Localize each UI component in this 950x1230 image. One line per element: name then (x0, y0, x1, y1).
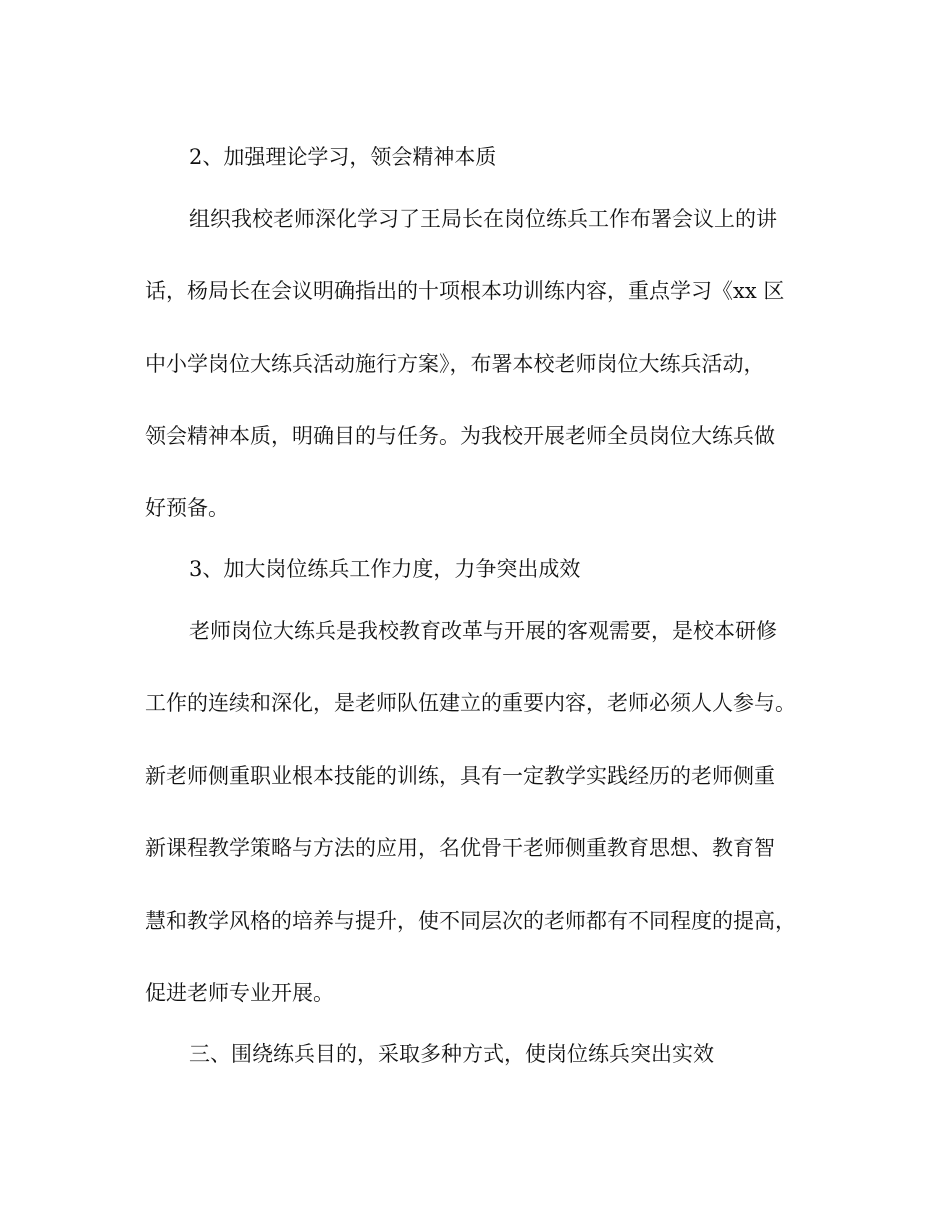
paragraph-line: 促进老师专业开展。 (145, 981, 334, 1005)
paragraph-line: 老师岗位大练兵是我校教育改革与开展的客观需要，是校本研修 (189, 619, 777, 643)
paragraph-line: 中小学岗位大练兵活动施行方案》，布署本校老师岗位大练兵活动， (145, 352, 765, 376)
paragraph-line: 好预备。 (145, 496, 229, 520)
paragraph-line: 慧和教学风格的培养与提升，使不同层次的老师都有不同程度的提高， (145, 909, 796, 933)
paragraph-line: 领会精神本质，明确目的与任务。为我校开展老师全员岗位大练兵做 (145, 424, 775, 448)
paragraph-line: 话，杨局长在会议明确指出的十项根本功训练内容，重点学习《xx 区 (145, 279, 785, 303)
section-heading-2: 2、加强理论学习，领会精神本质 (189, 145, 497, 169)
paragraph-line: 组织我校老师深化学习了王局长在岗位练兵工作布署会议上的讲 (189, 207, 777, 231)
paragraph-line: 工作的连续和深化，是老师队伍建立的重要内容，老师必须人人参与。 (145, 691, 796, 715)
paragraph-line: 新老师侧重职业根本技能的训练，具有一定教学实践经历的老师侧重 (145, 764, 775, 788)
section-heading-three: 三、围绕练兵目的，采取多种方式，使岗位练兵突出实效 (189, 1042, 714, 1066)
section-heading-3: 3、加大岗位练兵工作力度，力争突出成效 (189, 557, 581, 581)
paragraph-line: 新课程教学策略与方法的应用，名优骨干老师侧重教育思想、教育智 (145, 836, 775, 860)
